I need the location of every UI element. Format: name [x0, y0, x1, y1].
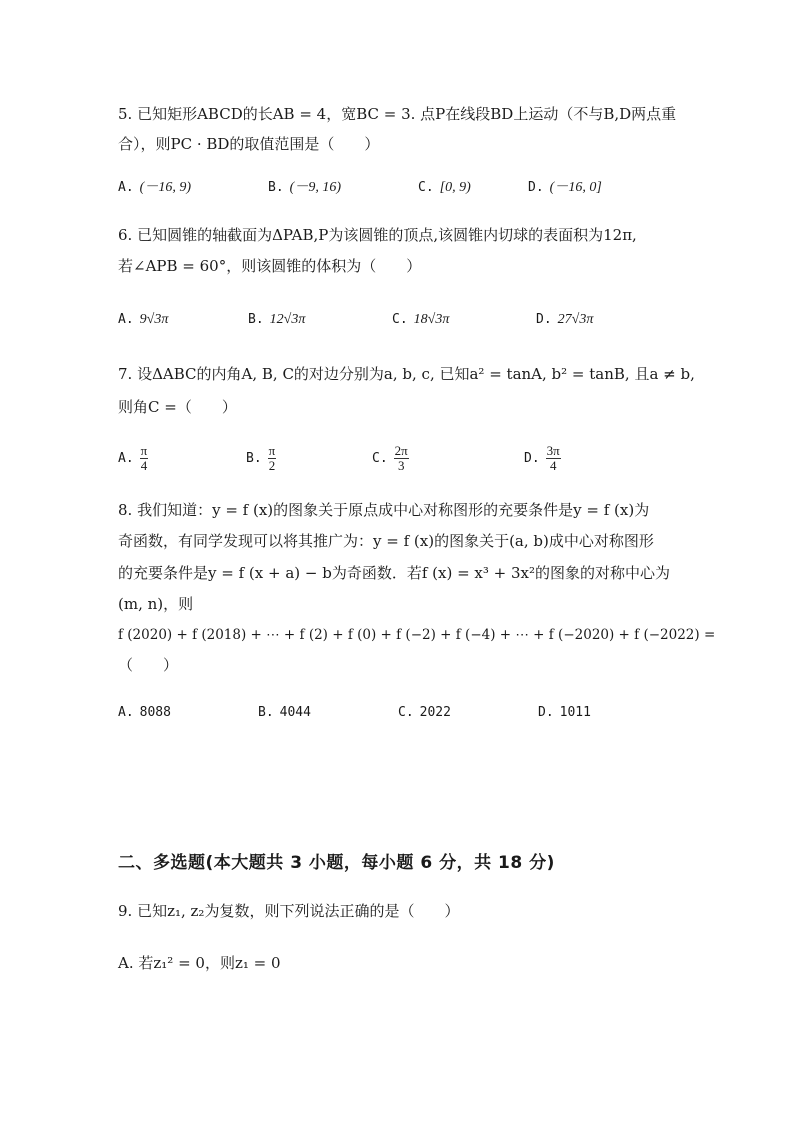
- q5-option-b[interactable]: B. (－9, 16): [268, 180, 341, 195]
- question-6-options: [118, 308, 718, 332]
- question-7-options: [118, 442, 718, 476]
- question-8-line-2: 奇函数，有同学发现可以将其推广为：y = f (x)的图象关于(a, b)成中心对称图形: [118, 532, 654, 550]
- question-5-line-1: 5. 已知矩形ABCD的长AB = 4，宽BC = 3. 点P在线段BD上运动（不与B,D两点重: [118, 105, 677, 123]
- q5-option-c[interactable]: C. [0, 9): [418, 180, 471, 195]
- q8-option-c[interactable]: C. 2022: [398, 705, 451, 720]
- q7-option-b[interactable]: B. $\frac{\pi}{2}$: [246, 442, 276, 473]
- question-9-line-1: 9. 已知z₁, z₂为复数，则下列说法正确的是（ ）: [118, 902, 460, 920]
- q6-option-d[interactable]: D. 27√3π: [536, 312, 594, 327]
- q5-option-a[interactable]: A. (－16, 9): [118, 180, 191, 195]
- question-8-options: [118, 701, 718, 725]
- question-6-line-2: 若∠APB = 60°，则该圆锥的体积为（ ）: [118, 257, 422, 275]
- q8-option-b[interactable]: B. 4044: [258, 705, 311, 720]
- q6-option-a[interactable]: A. 9√3π: [118, 312, 169, 327]
- q8-option-a[interactable]: A. 8088: [118, 705, 171, 720]
- q7-option-c[interactable]: C. $\frac{2\pi}{3}$: [372, 442, 408, 473]
- question-8-line-1: 8. 我们知道：y = f (x)的图象关于原点成中心对称图形的充要条件是y = f (x)为: [118, 501, 650, 519]
- question-7-line-2: 则角C =（ ）: [118, 398, 237, 416]
- question-8-line-4: (m, n)，则: [118, 595, 194, 613]
- q7-option-a-fraction: $\frac{\pi}{4}$: [140, 442, 148, 473]
- q7-option-b-fraction: $\frac{\pi}{2}$: [268, 442, 276, 473]
- q7-option-c-fraction: $\frac{2\pi}{3}$: [394, 442, 408, 473]
- q8-option-d[interactable]: D. 1011: [538, 705, 591, 720]
- q9-option-a[interactable]: A. 若z₁² = 0，则z₁ = 0: [118, 954, 281, 972]
- question-8-line-5: f (2020) + f (2018) + ⋯ + f (2) + f (0) + f (−2) + f (−4) + ⋯ + f (−2020) + f (−2022) =: [118, 627, 716, 643]
- q5-option-d[interactable]: D. (－16, 0]: [528, 180, 602, 195]
- q7-option-d-fraction: $\frac{3\pi}{4}$: [546, 442, 560, 473]
- q6-option-b[interactable]: B. 12√3π: [248, 312, 306, 327]
- question-5-options: [118, 176, 718, 200]
- section-2-heading: 二、多选题(本大题共 3 小题，每小题 6 分，共 18 分): [118, 853, 555, 873]
- question-6-line-1: 6. 已知圆锥的轴截面为ΔPAB,P为该圆锥的顶点,该圆锥内切球的表面积为12π,: [118, 226, 637, 244]
- q7-option-d[interactable]: D. $\frac{3\pi}{4}$: [524, 442, 560, 473]
- question-8-line-6: （ ）: [118, 656, 179, 674]
- q7-option-a[interactable]: A. $\frac{\pi}{4}$: [118, 442, 148, 473]
- question-5-line-2: 合），则PC · BD的取值范围是（ ）: [118, 135, 380, 153]
- question-7-line-1: 7. 设ΔABC的内角A, B, C的对边分别为a, b, c, 已知a² = tanA, b² = tanB, 且a ≠ b,: [118, 365, 695, 383]
- q6-option-c[interactable]: C. 18√3π: [392, 312, 450, 327]
- question-8-line-3: 的充要条件是y = f (x + a) − b为奇函数．若f (x) = x³ + 3x²的图象的对称中心为: [118, 564, 670, 582]
